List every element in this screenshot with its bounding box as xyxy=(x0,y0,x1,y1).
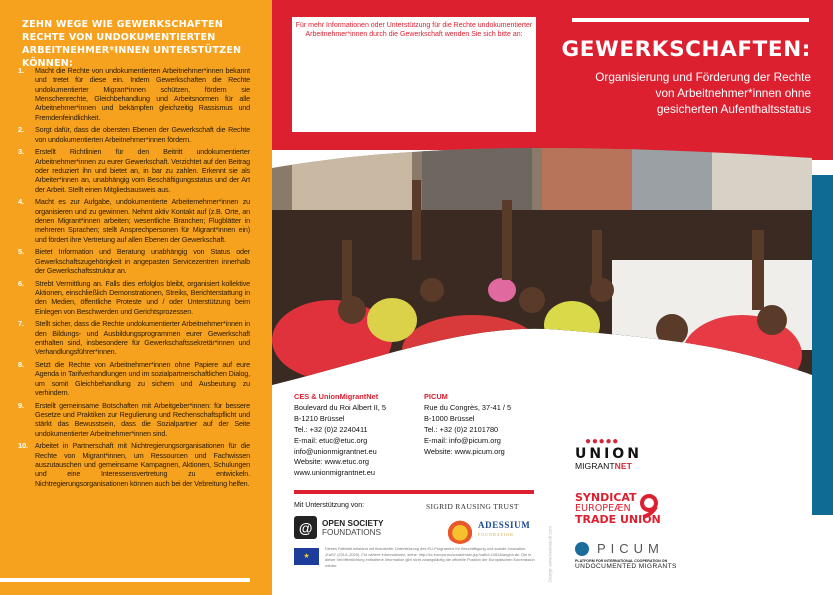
picum-logo: PICUM PLATFORM FOR INTERNATIONAL COOPERATION ON UNDOCUMENTED MIGRANTS xyxy=(575,541,677,570)
ten-ways-list xyxy=(18,66,250,491)
union-migrant-net-logo: ● ● ● ● ● UNION MIGRANTNET xyxy=(575,436,642,471)
list-item: 9. Erstellt gemeinsame Botschaften mit Arbeitgeber*innen: für bessere Gesetze und Praktiken zur Regulierung und Rechenschaftspflicht und stärkt das Bewusstsein, dass die Sozialpartner auf der Seite undokumentierter Arbeitnehmer*innen sind. xyxy=(18,400,250,438)
people-icon: ● ● ● ● ● xyxy=(585,436,618,447)
adessium-logo: ADESSIUM FOUNDATION xyxy=(446,516,530,544)
etuc-swirl-icon xyxy=(639,493,659,521)
list-item: 2. Sorgt dafür, dass die obersten Ebenen der Gewerkschaft die Rechte von undokumentierten Arbeitnehmer*innen fördern. xyxy=(18,125,250,144)
contact-prompt: Für mehr Informationen oder Unterstützung für die Rechte undokumentierter Arbeitnehmer*innen durch die Gewerkschaft wenden Sie sich bitte an: xyxy=(295,22,533,39)
address-etuc: CES & UnionMigrantNet Boulevard du Roi Albert II, 5 B-1210 Brüssel Tel.: +32 (0)2 2240411 E-mail: etuc@etuc.org info@unionmigrantnet.eu Website: www.etuc.org www.unionmigrantnet.eu xyxy=(294,392,387,478)
address-picum: PICUM Rue du Congrès, 37-41 / 5 B-1000 Brüssel Tel.: +32 (0)2 2101780 E-mail: info@picum.org Website: www.picum.org xyxy=(424,392,512,456)
open-society-logo: @ OPEN SOCIETY FOUNDATIONS xyxy=(294,516,383,539)
contact-stamp-box xyxy=(292,17,536,132)
etuc-logo: SYNDICAT EUROPEÆN TRADE UNION xyxy=(575,491,661,526)
list-item: 10. Arbeitet in Partnerschaft mit Nichtregierungsorganisationen für die Rechte von Migrant*innen, um Ressourcen und Fachwissen auszutauschen und gemeinsame Kampagnen, Aktionen, Schulungen und eine Interessensvertretung zu entwickeln. Nichtregierungsorganisationen können auch bei der Vebreitung helfen. xyxy=(18,441,250,488)
support-label: Mit Unterstützung von: xyxy=(294,502,365,509)
list-item: 5. Bietet Information und Beratung unabhängig von Status oder Gewerkschaftszugehörigkeit in angepasten Servicezentren innerhalb der Gewerkschaftsstruktur an. xyxy=(18,247,250,276)
divider xyxy=(572,18,809,22)
list-item: 1. Macht die Rechte von undokumentierten Arbeitnehmer*innen bekannt und tretet für diese ein. Indem Gewerkschaften die Rechte undokumentierter Migrant*innen schützen, fördern sie Menschenrechte, Gleichbehandlung und Arbeitsnormen für alle Arbeitnehmer*innen und bekämpfen gleichzeitig Rassismus und Fremdenfeindlichkeit. xyxy=(18,66,250,122)
website-link[interactable]: Website: www.picum.org xyxy=(424,446,505,456)
list-item: 6. Strebt Vermittlung an. Falls dies erfolglos bleibt, organisiert kollektive Aktionen, einschließlich Demonstrationen, Streiks, Berichterstattung in den Medien, öffentliche Proteste und / oder Unterstützung beim Einlegen von Beschwerden und Gerichtsprozessen. xyxy=(18,278,250,316)
eu-disclaimer: Dieses Faltblatt entstand mit finanzieller Unterstützung des EU-Programms für Beschäftigung und soziale Innovation „EaSI“ (2014–2020). Für nähere Informationen, siehe: http://ec.europa.eu/social/main.jsp?catId=1081&langId=de. Die in dieser Veröffentlichung enthaltene Information gibt nicht zwangsläufig die offizielle Position der Europäischen Kommission wieder. xyxy=(325,546,535,568)
divider xyxy=(0,578,250,582)
ten-ways-heading: ZEHN WEGE WIE GEWERKSCHAFTEN RECHTE VON UNDOKUMENTIERTEN ARBEITNEHMER*INNEN UNTERSTÜTZEN KÖNNEN: xyxy=(22,19,242,69)
divider xyxy=(294,490,534,494)
list-item: 4. Macht es zur Aufgabe, undokumentierte Arbeitemehmer*innen zu organisieren und zu gewinnen. Nehmt aktiv Kontakt auf (z.B. Orte, an denen Migrant*innen arbeiten; wesentliche Branchen; Flugblätter in mehreren Sprachen; stellt Ansprechpersonen für Migrant*innen ein) und fördert ihre Vertretung auf allen Ebenen der Gewerkschaft. xyxy=(18,197,250,244)
osf-icon: @ xyxy=(294,516,317,539)
eu-flag-icon: ★ xyxy=(294,548,319,565)
protest-photo xyxy=(272,140,812,395)
protest-photo-image xyxy=(272,140,812,395)
picum-dot-icon xyxy=(575,542,589,556)
list-item: 7. Stellt sicher, dass die Rechte undokumentierter Arbeitnehmer*innen in den Bildungs- und Ausbildungsprogrammen eurer Gewerkschaft enthalten sind, insbesondere für Gewerkschaftssekretär*innen und Verhandlungsführer*innen. xyxy=(18,319,250,357)
blue-edge-accent xyxy=(812,175,833,515)
sigrid-rausing-logo: SIGRID RAUSING TRUST xyxy=(426,502,519,511)
page-subtitle: Organisierung und Förderung der Rechte von Arbeitnehmer*innen ohne gesicherten Aufenthaltsstatus xyxy=(595,70,811,116)
website-link[interactable]: Website: www.etuc.org xyxy=(294,457,370,467)
website-link[interactable]: www.unionmigrantnet.eu xyxy=(294,468,375,478)
email-link[interactable]: info@unionmigrantnet.eu xyxy=(294,446,377,456)
sunrise-icon xyxy=(446,516,474,544)
design-credit: Design: www.beelzepub.com xyxy=(547,526,553,583)
list-item: 3. Erstellt Richtlinien für den Beitritt undokumentierter Arbeitnehmer*innen zu eurer Gewerkschaft. Verzichtet auf den Beitrag oder reduziert ihn und bietet an, in bar zu zahlen. Erkennt sie als Arbeiter*innen an, unabhängig vom Beschäftigungsstatus und der Art der Arbeit. Stellt einen Mitgliedsausweis aus. xyxy=(18,147,250,194)
page-title: GEWERKSCHAFTEN: xyxy=(561,37,811,62)
list-item: 8. Setzt die Rechte von Arbeitnehmer*innen ohne Papiere auf eure Agenda in Tarifverhandlungen und im sozialpartnerschaftlichen Dialog, um somit Gleichbehandlung zu sichern und Ausbeutung zu verhindern. xyxy=(18,360,250,398)
email-link[interactable]: E-mail: info@picum.org xyxy=(424,435,501,445)
left-panel xyxy=(0,0,272,595)
email-link[interactable]: E-mail: etuc@etuc.org xyxy=(294,435,368,445)
